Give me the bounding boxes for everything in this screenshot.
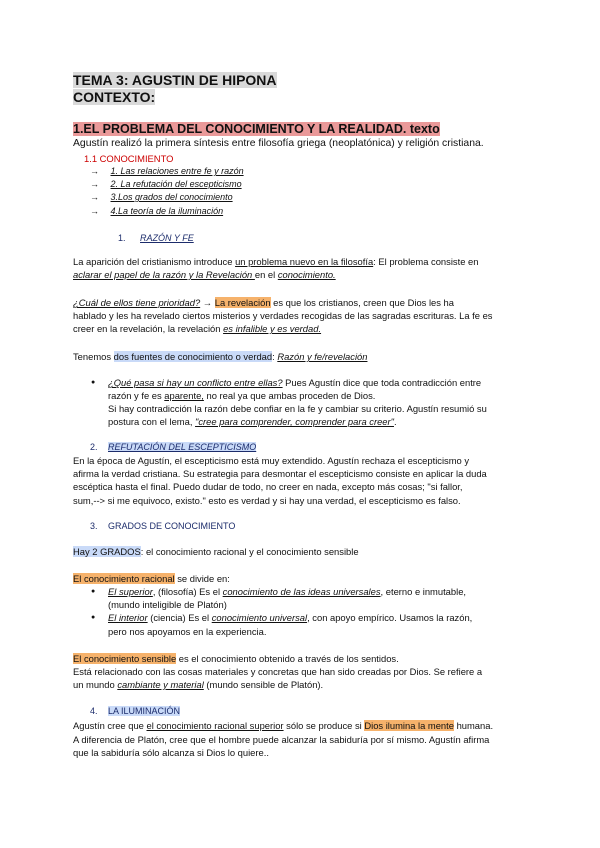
razon-fe-paragraph-2-line-2: hablado y les ha revelado ciertos misterios y verdades recogidas de las sagradas escrituras. La fe es bbox=[73, 310, 493, 321]
bullet-conflict-line-4: postura con el lema, "cree para comprender, comprender para creer". bbox=[108, 416, 397, 427]
section-1-heading: 1.EL PROBLEMA DEL CONOCIMIENTO Y LA REALIDAD. texto bbox=[73, 122, 440, 136]
document-title bbox=[73, 72, 277, 89]
conocimiento-sensible-line-1: El conocimiento sensible es el conocimiento obtenido a través de los sentidos. bbox=[73, 653, 399, 664]
escepticismo-line-2: afirma la verdad cristiana. Su estrategia para desmontar el escepticismo consiste en aplicar la duda bbox=[73, 468, 487, 479]
arrow-icon: → bbox=[90, 192, 99, 202]
iluminacion-line-3: que la sabiduría sólo alcanza si Dios lo quiere.. bbox=[73, 747, 269, 758]
grados-intro: Hay 2 GRADOS: el conocimiento racional y el conocimiento sensible bbox=[73, 546, 359, 557]
toc-item-2[interactable]: → 2. La refutación del escepticismo bbox=[90, 179, 242, 189]
superior-line-1: El superior, (filosofía) Es el conocimiento de las ideas universales, eterno e inmutable, bbox=[108, 586, 467, 597]
toc-item-1[interactable]: → 1. Las relaciones entre fe y razón bbox=[90, 166, 244, 176]
subheading-conocimiento: 1.1 CONOCIMIENTO bbox=[84, 153, 174, 164]
bullet-icon: ● bbox=[91, 614, 96, 621]
toc-item-3[interactable]: → 3.Los grados del conocimiento bbox=[90, 192, 233, 202]
razon-fe-paragraph-2-line-3: creer en la revelación, la revelación es infalible y es verdad. bbox=[73, 323, 322, 334]
inferior-line-1: El interior (ciencia) Es el conocimiento universal, con apoyo empírico. Usamos la razón, bbox=[108, 612, 473, 623]
context-heading bbox=[73, 89, 155, 106]
razon-fe-paragraph-1-line-2: aclarar el papel de la razón y la Revelación en el conocimiento. bbox=[73, 269, 336, 280]
bullet-conflict-line-1: ¿Qué pasa si hay un conflicto entre ellas? Pues Agustín dice que toda contradicción entre bbox=[108, 377, 482, 388]
heading-razon-fe: 1. RAZÓN Y FE bbox=[118, 233, 194, 243]
heading-iluminacion: 4. LA ILUMINACIÓN bbox=[90, 706, 181, 716]
escepticismo-line-1: En la época de Agustín, el escepticismo está muy extendido. Agustín rechaza el escepticismo y bbox=[73, 455, 470, 466]
superior-line-2: (mundo inteligible de Platón) bbox=[108, 599, 227, 610]
conocimiento-racional-heading: El conocimiento racional se divide en: bbox=[73, 573, 230, 584]
bullet-conflict-line-3: Si hay contradicción la razón debe confiar en la fe y cambiar su criterio. Agustín resumió su bbox=[108, 403, 487, 414]
conocimiento-sensible-line-2: Está relacionado con las cosas materiales y concretas que han sido creadas por Dios. Se refiere a bbox=[73, 666, 483, 677]
title-line-2: CONTEXTO: bbox=[73, 89, 156, 105]
conocimiento-sensible-line-3: un mundo cambiante y material (mundo sensible de Platón). bbox=[73, 679, 324, 690]
razon-fe-paragraph-3: Tenemos dos fuentes de conocimiento o verdad: Razón y fe/revelación bbox=[73, 351, 368, 362]
arrow-icon: → bbox=[90, 179, 99, 189]
iluminacion-line-2: A diferencia de Platón, cree que el hombre puede alcanzar la sabiduría por sí mismo. Agustín afirma bbox=[73, 734, 490, 745]
escepticismo-line-3: escéptica hasta el final. Puedo dudar de todo, no creer en nada, excepto más cosas; "si fallor, bbox=[73, 481, 463, 492]
razon-fe-paragraph-2-line-1: ¿Cuál de ellos tiene prioridad? → La revelación es que los cristianos, creen que Dios les ha bbox=[73, 297, 454, 308]
heading-grados: 3. GRADOS DE CONOCIMIENTO bbox=[90, 521, 236, 531]
bullet-conflict-line-2: razón y fe es aparente, no real ya que ambas proceden de Dios. bbox=[108, 390, 376, 401]
heading-escepticismo: 2. REFUTACIÓN DEL ESCEPTICISMO bbox=[90, 442, 257, 452]
arrow-icon: → bbox=[90, 206, 99, 216]
razon-fe-paragraph-1-line-1: La aparición del cristianismo introduce un problema nuevo en la filosofía: El problema consiste en bbox=[73, 256, 479, 267]
title-line-1: TEMA 3: AGUSTIN DE HIPONA bbox=[73, 72, 277, 88]
section-1-intro: Agustín realizó la primera síntesis entre filosofía griega (neoplatónica) y religión cristiana. bbox=[73, 138, 484, 149]
bullet-icon: ● bbox=[91, 588, 96, 595]
bullet-icon: ● bbox=[91, 379, 96, 386]
toc-item-4[interactable]: → 4.La teoría de la iluminación bbox=[90, 206, 224, 216]
escepticismo-line-4: sum,--> si me equivoco, existo." esto es verdad y si hay una verdad, el escepticismo es falso. bbox=[73, 495, 461, 506]
arrow-icon: → bbox=[90, 166, 99, 176]
iluminacion-line-1: Agustín cree que el conocimiento racional superior sólo se produce si Dios ilumina la mente humana. bbox=[73, 720, 494, 731]
inferior-line-2: pero nos apoyamos en la experiencia. bbox=[108, 626, 267, 637]
